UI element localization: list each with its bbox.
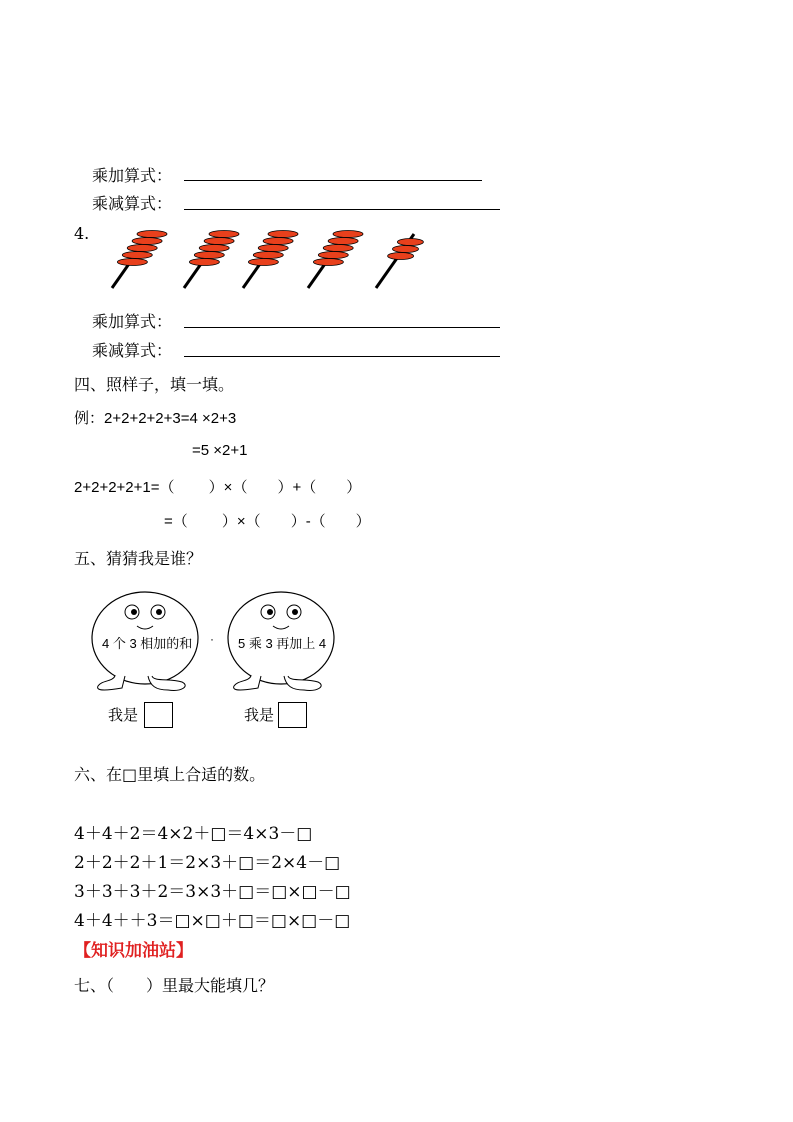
skewer-icon: [112, 231, 167, 289]
exercise-line-2[interactable]: =（ ）×（ ）-（ ）: [164, 513, 371, 530]
section5-heading: 五、猜猜我是谁？: [74, 549, 203, 568]
separator-dot: ·: [210, 632, 214, 646]
q4-mul-sub-label: 乘减算式：: [92, 341, 173, 360]
skewer-icon: [308, 231, 363, 289]
exercise-line-1[interactable]: 2+2+2+2+1=（ ）×（ ）+（ ）: [74, 479, 362, 496]
q4-mul-add-label: 乘加算式：: [92, 312, 173, 331]
section6-heading: 六、在□里填上合适的数。: [74, 765, 266, 784]
section4-heading: 四、照样子，填一填。: [74, 375, 235, 394]
equation-1[interactable]: 4＋4＋2＝4×2＋□＝4×3－□: [74, 824, 313, 844]
skewer-illustration: [0, 0, 793, 300]
question-number: 4.: [74, 224, 90, 243]
mul-sub-label: 乘减算式：: [92, 194, 173, 213]
answer-label-2: 我是: [244, 707, 275, 724]
q4-mul-add-answer-line[interactable]: [184, 327, 500, 328]
mul-add-label: 乘加算式：: [92, 166, 173, 185]
equation-2[interactable]: 2＋2＋2＋1＝2×3＋□＝2×4－□: [74, 853, 341, 873]
riddle-text-1: 4 个 3 相加的和: [102, 636, 193, 651]
q4-mul-sub-answer-line[interactable]: [184, 356, 500, 357]
example-line-1: 例：2+2+2+2+3=4 ×2+3: [74, 410, 237, 427]
skewer-icon: [376, 234, 423, 288]
section7-heading: 七、（ ）里最大能填几？: [74, 976, 275, 995]
answer-label-1: 我是: [108, 707, 139, 724]
equation-3[interactable]: 3＋3＋3＋2＝3×3＋□＝□×□－□: [74, 882, 351, 902]
knowledge-banner: 【知识加油站】: [74, 941, 193, 961]
riddle-text-2: 5 乘 3 再加上 4: [238, 636, 327, 651]
skewer-icon: [184, 231, 239, 289]
answer-box-1[interactable]: [144, 702, 173, 728]
skewer-icon: [243, 231, 298, 289]
example-line-2: =5 ×2+1: [192, 442, 248, 459]
answer-box-2[interactable]: [278, 702, 307, 728]
equation-4[interactable]: 4＋4＋＋3＝□×□＋□＝□×□－□: [74, 911, 351, 931]
